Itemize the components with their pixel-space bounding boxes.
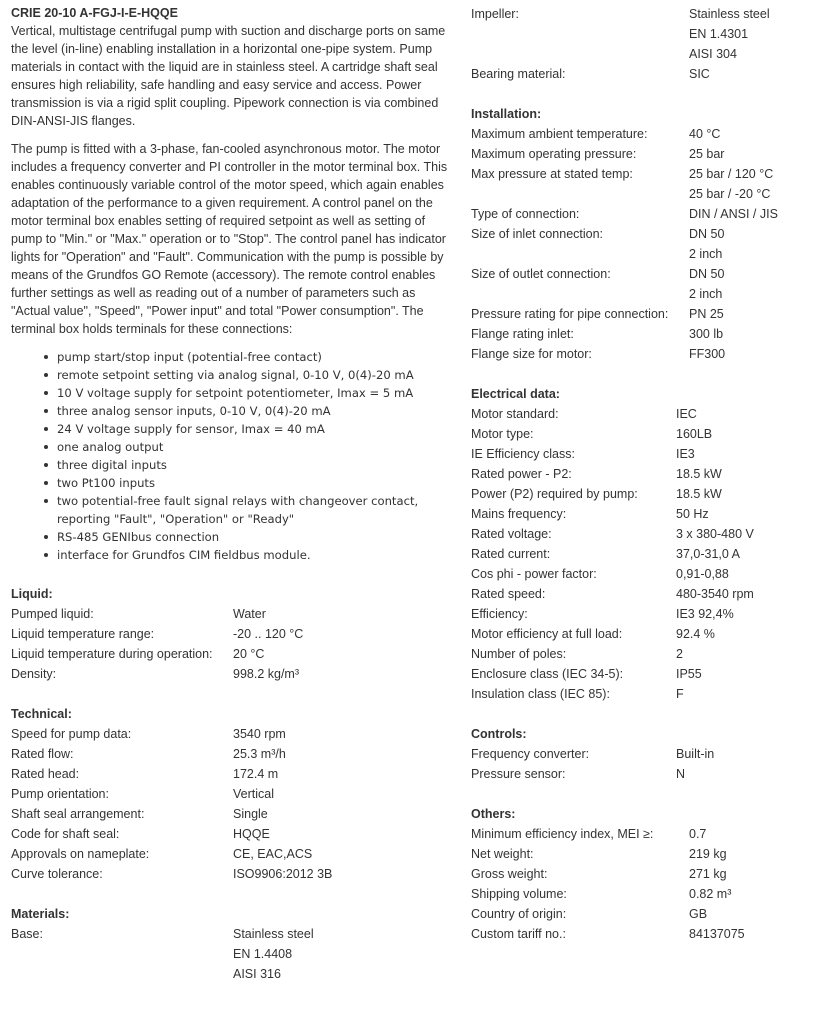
- spec-row: [11, 864, 456, 884]
- spec-label: Number of poles:: [471, 647, 567, 661]
- spec-row: [471, 404, 816, 424]
- spec-row: [471, 124, 816, 144]
- spec-label: Minimum efficiency index, MEI ≥:: [471, 827, 654, 841]
- spec-value: 92.4 %: [676, 627, 715, 641]
- spec-value: DIN / ANSI / JIS: [689, 207, 778, 221]
- spec-row: [471, 504, 816, 524]
- spec-label: Flange rating inlet:: [471, 327, 574, 341]
- spec-value: 0,91-0,88: [676, 567, 729, 581]
- left-column: [11, 4, 456, 984]
- spec-row: [471, 844, 816, 864]
- spec-row: [471, 424, 816, 444]
- spec-value: 25 bar: [689, 147, 725, 161]
- spec-value: SIC: [689, 67, 710, 81]
- spec-label: Rated voltage:: [471, 527, 552, 541]
- spec-row: [11, 944, 456, 964]
- spec-row: [11, 764, 456, 784]
- spec-label: Type of connection:: [471, 207, 580, 221]
- spec-value: HQQE: [233, 827, 270, 841]
- spec-label: Motor type:: [471, 427, 534, 441]
- spec-value: IE3: [676, 447, 695, 461]
- materials-continued: [471, 4, 816, 84]
- spec-label: Impeller:: [471, 7, 519, 21]
- electrical-section: [471, 384, 816, 704]
- list-item: one analog output: [57, 438, 456, 456]
- terminal-connections-list: [11, 348, 456, 564]
- spec-row: [11, 964, 456, 984]
- list-item: RS-485 GENIbus connection: [57, 528, 456, 546]
- spec-row: [471, 564, 816, 584]
- spec-value: 18.5 kW: [676, 487, 722, 501]
- spec-label: Motor standard:: [471, 407, 559, 421]
- spec-label: Max pressure at stated temp:: [471, 167, 633, 181]
- spec-label: Approvals on nameplate:: [11, 847, 150, 861]
- others-section: [471, 804, 816, 944]
- spec-value: DN 50: [689, 267, 725, 281]
- spec-label: Curve tolerance:: [11, 867, 103, 881]
- spec-row: [11, 784, 456, 804]
- spec-value: 172.4 m: [233, 767, 279, 781]
- spec-row: [471, 144, 816, 164]
- spec-label: Rated speed:: [471, 587, 546, 601]
- spec-label: Pump orientation:: [11, 787, 109, 801]
- spec-row: [471, 644, 816, 664]
- spec-label: Rated power - P2:: [471, 467, 572, 481]
- right-column: [471, 4, 816, 944]
- list-item: three analog sensor inputs, 0-10 V, 0(4)-20 mA: [57, 402, 456, 420]
- spec-label: Maximum ambient temperature:: [471, 127, 648, 141]
- spec-label: Gross weight:: [471, 867, 548, 881]
- spec-row: [471, 884, 816, 904]
- spec-label: Pressure sensor:: [471, 767, 566, 781]
- spec-row: [471, 584, 816, 604]
- spec-value: IP55: [676, 667, 702, 681]
- spec-row: [471, 864, 816, 884]
- spec-row: [471, 684, 816, 704]
- spec-row: [471, 484, 816, 504]
- spec-value: DN 50: [689, 227, 725, 241]
- spec-value: 18.5 kW: [676, 467, 722, 481]
- spec-row: [471, 244, 816, 264]
- spec-label: Maximum operating pressure:: [471, 147, 637, 161]
- section-title: Liquid:: [11, 587, 53, 601]
- spec-row: [471, 764, 816, 784]
- section-title: Technical:: [11, 707, 72, 721]
- spec-label: Density:: [11, 667, 57, 681]
- spec-value: CE, EAC,ACS: [233, 847, 313, 861]
- section-title: Materials:: [11, 907, 70, 921]
- spec-value: AISI 304: [689, 47, 737, 61]
- spec-label: Cos phi - power factor:: [471, 567, 597, 581]
- spec-row: [11, 604, 456, 624]
- spec-label: Rated head:: [11, 767, 80, 781]
- spec-value: 3540 rpm: [233, 727, 286, 741]
- spec-value: 40 °C: [689, 127, 721, 141]
- spec-value: EN 1.4408: [233, 947, 293, 961]
- spec-label: Mains frequency:: [471, 507, 567, 521]
- spec-row: [471, 224, 816, 244]
- list-item: pump start/stop input (potential-free contact): [57, 348, 456, 366]
- spec-label: Size of outlet connection:: [471, 267, 611, 281]
- spec-value: FF300: [689, 347, 726, 361]
- spec-row: [471, 924, 816, 944]
- spec-label: Net weight:: [471, 847, 534, 861]
- spec-row: [11, 844, 456, 864]
- spec-value: 998.2 kg/m³: [233, 667, 300, 681]
- list-item: three digital inputs: [57, 456, 456, 474]
- spec-label: Frequency converter:: [471, 747, 590, 761]
- spec-row: [11, 624, 456, 644]
- spec-value: 160LB: [676, 427, 713, 441]
- spec-label: Rated flow:: [11, 747, 74, 761]
- spec-row: [471, 44, 816, 64]
- spec-value: 20 °C: [233, 647, 265, 661]
- spec-value: Vertical: [233, 787, 274, 801]
- spec-value: 480-3540 rpm: [676, 587, 754, 601]
- spec-value: 25 bar / 120 °C: [689, 167, 774, 181]
- materials-section: [11, 904, 456, 984]
- spec-row: [471, 164, 816, 184]
- spec-value: -20 .. 120 °C: [233, 627, 304, 641]
- spec-row: [471, 464, 816, 484]
- spec-row: [471, 304, 816, 324]
- spec-value: Water: [233, 607, 266, 621]
- spec-label: IE Efficiency class:: [471, 447, 575, 461]
- spec-label: Liquid temperature during operation:: [11, 647, 213, 661]
- spec-row: [11, 664, 456, 684]
- spec-row: [471, 824, 816, 844]
- list-item: remote setpoint setting via analog signal, 0-10 V, 0(4)-20 mA: [57, 366, 456, 384]
- spec-row: [471, 264, 816, 284]
- spec-value: PN 25: [689, 307, 724, 321]
- spec-value: 0.82 m³: [689, 887, 732, 901]
- description-paragraph-2: The pump is fitted with a 3-phase, fan-cooled asynchronous motor. The motor includes a frequency converter and PI controller in the motor terminal box. This enables continuously variable control of the motor speed, which again enables adaptation of the performance to a given requirement. A control panel on the motor terminal box enables setting of required setpoint as well as setting of pump to "Min." or "Max." operation or to "Stop". The control panel has indicator lights for "Operation" and "Fault". Communication with the pump is possible by means of the Grundfos GO Remote (accessory). The remote control enables further settings as well as reading out of a number of parameters such as "Actual value", "Speed", "Power input" and total "Power consumption". The terminal box holds terminals for these connections:: [11, 142, 448, 336]
- spec-row: [471, 664, 816, 684]
- spec-value: EN 1.4301: [689, 27, 749, 41]
- spec-row: [471, 204, 816, 224]
- spec-value: 37,0-31,0 A: [676, 547, 740, 561]
- spec-label: Country of origin:: [471, 907, 567, 921]
- spec-row: [471, 4, 816, 24]
- spec-row: [471, 24, 816, 44]
- spec-row: [471, 624, 816, 644]
- spec-row: [471, 64, 816, 84]
- section-title: Controls:: [471, 727, 527, 741]
- spec-label: Speed for pump data:: [11, 727, 132, 741]
- spec-value: Stainless steel: [233, 927, 314, 941]
- spec-row: [471, 744, 816, 764]
- spec-value: Stainless steel: [689, 7, 770, 21]
- section-title: Others:: [471, 807, 516, 821]
- spec-label: Size of inlet connection:: [471, 227, 604, 241]
- spec-label: Shaft seal arrangement:: [11, 807, 145, 821]
- spec-label: Bearing material:: [471, 67, 566, 81]
- spec-label: Liquid temperature range:: [11, 627, 155, 641]
- controls-section: [471, 724, 816, 784]
- spec-row: [471, 904, 816, 924]
- spec-value: 84137075: [689, 927, 745, 941]
- product-title: CRIE 20-10 A-FGJ-I-E-HQQE: [11, 6, 178, 20]
- spec-value: AISI 316: [233, 967, 281, 981]
- spec-row: [471, 184, 816, 204]
- spec-label: Custom tariff no.:: [471, 927, 566, 941]
- spec-value: GB: [689, 907, 708, 921]
- spec-value: 0.7: [689, 827, 707, 841]
- spec-value: 2 inch: [689, 247, 723, 261]
- spec-label: Code for shaft seal:: [11, 827, 120, 841]
- list-item: 10 V voltage supply for setpoint potentiometer, Imax = 5 mA: [57, 384, 456, 402]
- spec-value: 3 x 380-480 V: [676, 527, 754, 541]
- spec-row: [471, 544, 816, 564]
- spec-value: Single: [233, 807, 268, 821]
- spec-value: ISO9906:2012 3B: [233, 867, 333, 881]
- installation-section: [471, 104, 816, 364]
- technical-section: [11, 704, 456, 884]
- spec-row: [471, 604, 816, 624]
- spec-label: Enclosure class (IEC 34-5):: [471, 667, 624, 681]
- spec-row: [471, 324, 816, 344]
- spec-label: Flange size for motor:: [471, 347, 592, 361]
- spec-label: Shipping volume:: [471, 887, 567, 901]
- spec-label: Power (P2) required by pump:: [471, 487, 638, 501]
- spec-label: Efficiency:: [471, 607, 528, 621]
- section-title: Installation:: [471, 107, 542, 121]
- spec-value: Built-in: [676, 747, 715, 761]
- spec-value: 2: [676, 647, 683, 661]
- spec-label: Base:: [11, 927, 43, 941]
- spec-row: [471, 344, 816, 364]
- spec-label: Insulation class (IEC 85):: [471, 687, 610, 701]
- spec-value: 2 inch: [689, 287, 723, 301]
- spec-label: Rated current:: [471, 547, 551, 561]
- spec-label: Pumped liquid:: [11, 607, 94, 621]
- spec-value: 300 lb: [689, 327, 724, 341]
- spec-value: IEC: [676, 407, 697, 421]
- spec-value: IE3 92,4%: [676, 607, 734, 621]
- spec-value: 219 kg: [689, 847, 727, 861]
- spec-row: [11, 644, 456, 664]
- spec-value: 25.3 m³/h: [233, 747, 286, 761]
- section-title: Electrical data:: [471, 387, 560, 401]
- list-item: two potential-free fault signal relays with changeover contact, reporting "Fault", "Operation" or "Ready": [57, 492, 456, 528]
- spec-value: F: [676, 687, 684, 701]
- spec-row: [11, 744, 456, 764]
- list-item: interface for Grundfos CIM fieldbus module.: [57, 546, 456, 564]
- list-item: two Pt100 inputs: [57, 474, 456, 492]
- spec-row: [11, 724, 456, 744]
- spec-value: N: [676, 767, 686, 781]
- spec-row: [11, 824, 456, 844]
- spec-value: 25 bar / -20 °C: [689, 187, 771, 201]
- spec-row: [471, 444, 816, 464]
- spec-value: 50 Hz: [676, 507, 709, 521]
- list-item: 24 V voltage supply for sensor, Imax = 40 mA: [57, 420, 456, 438]
- liquid-section: [11, 584, 456, 684]
- spec-value: 271 kg: [689, 867, 727, 881]
- spec-row: [11, 924, 456, 944]
- spec-row: [471, 284, 816, 304]
- spec-row: [11, 804, 456, 824]
- spec-row: [471, 524, 816, 544]
- spec-label: Pressure rating for pipe connection:: [471, 307, 669, 321]
- spec-label: Motor efficiency at full load:: [471, 627, 623, 641]
- description-paragraph-1: Vertical, multistage centrifugal pump with suction and discharge ports on same the level (in-line) enabling installation in a horizontal one-pipe system. Pump materials in contact with the liquid are in stainless steel. A cartridge shaft seal ensures high reliability, safe handling and easy service and access. Power transmission is via a rigid split coupling. Pipework connection is via combined DIN-ANSI-JIS flanges.: [11, 24, 446, 128]
